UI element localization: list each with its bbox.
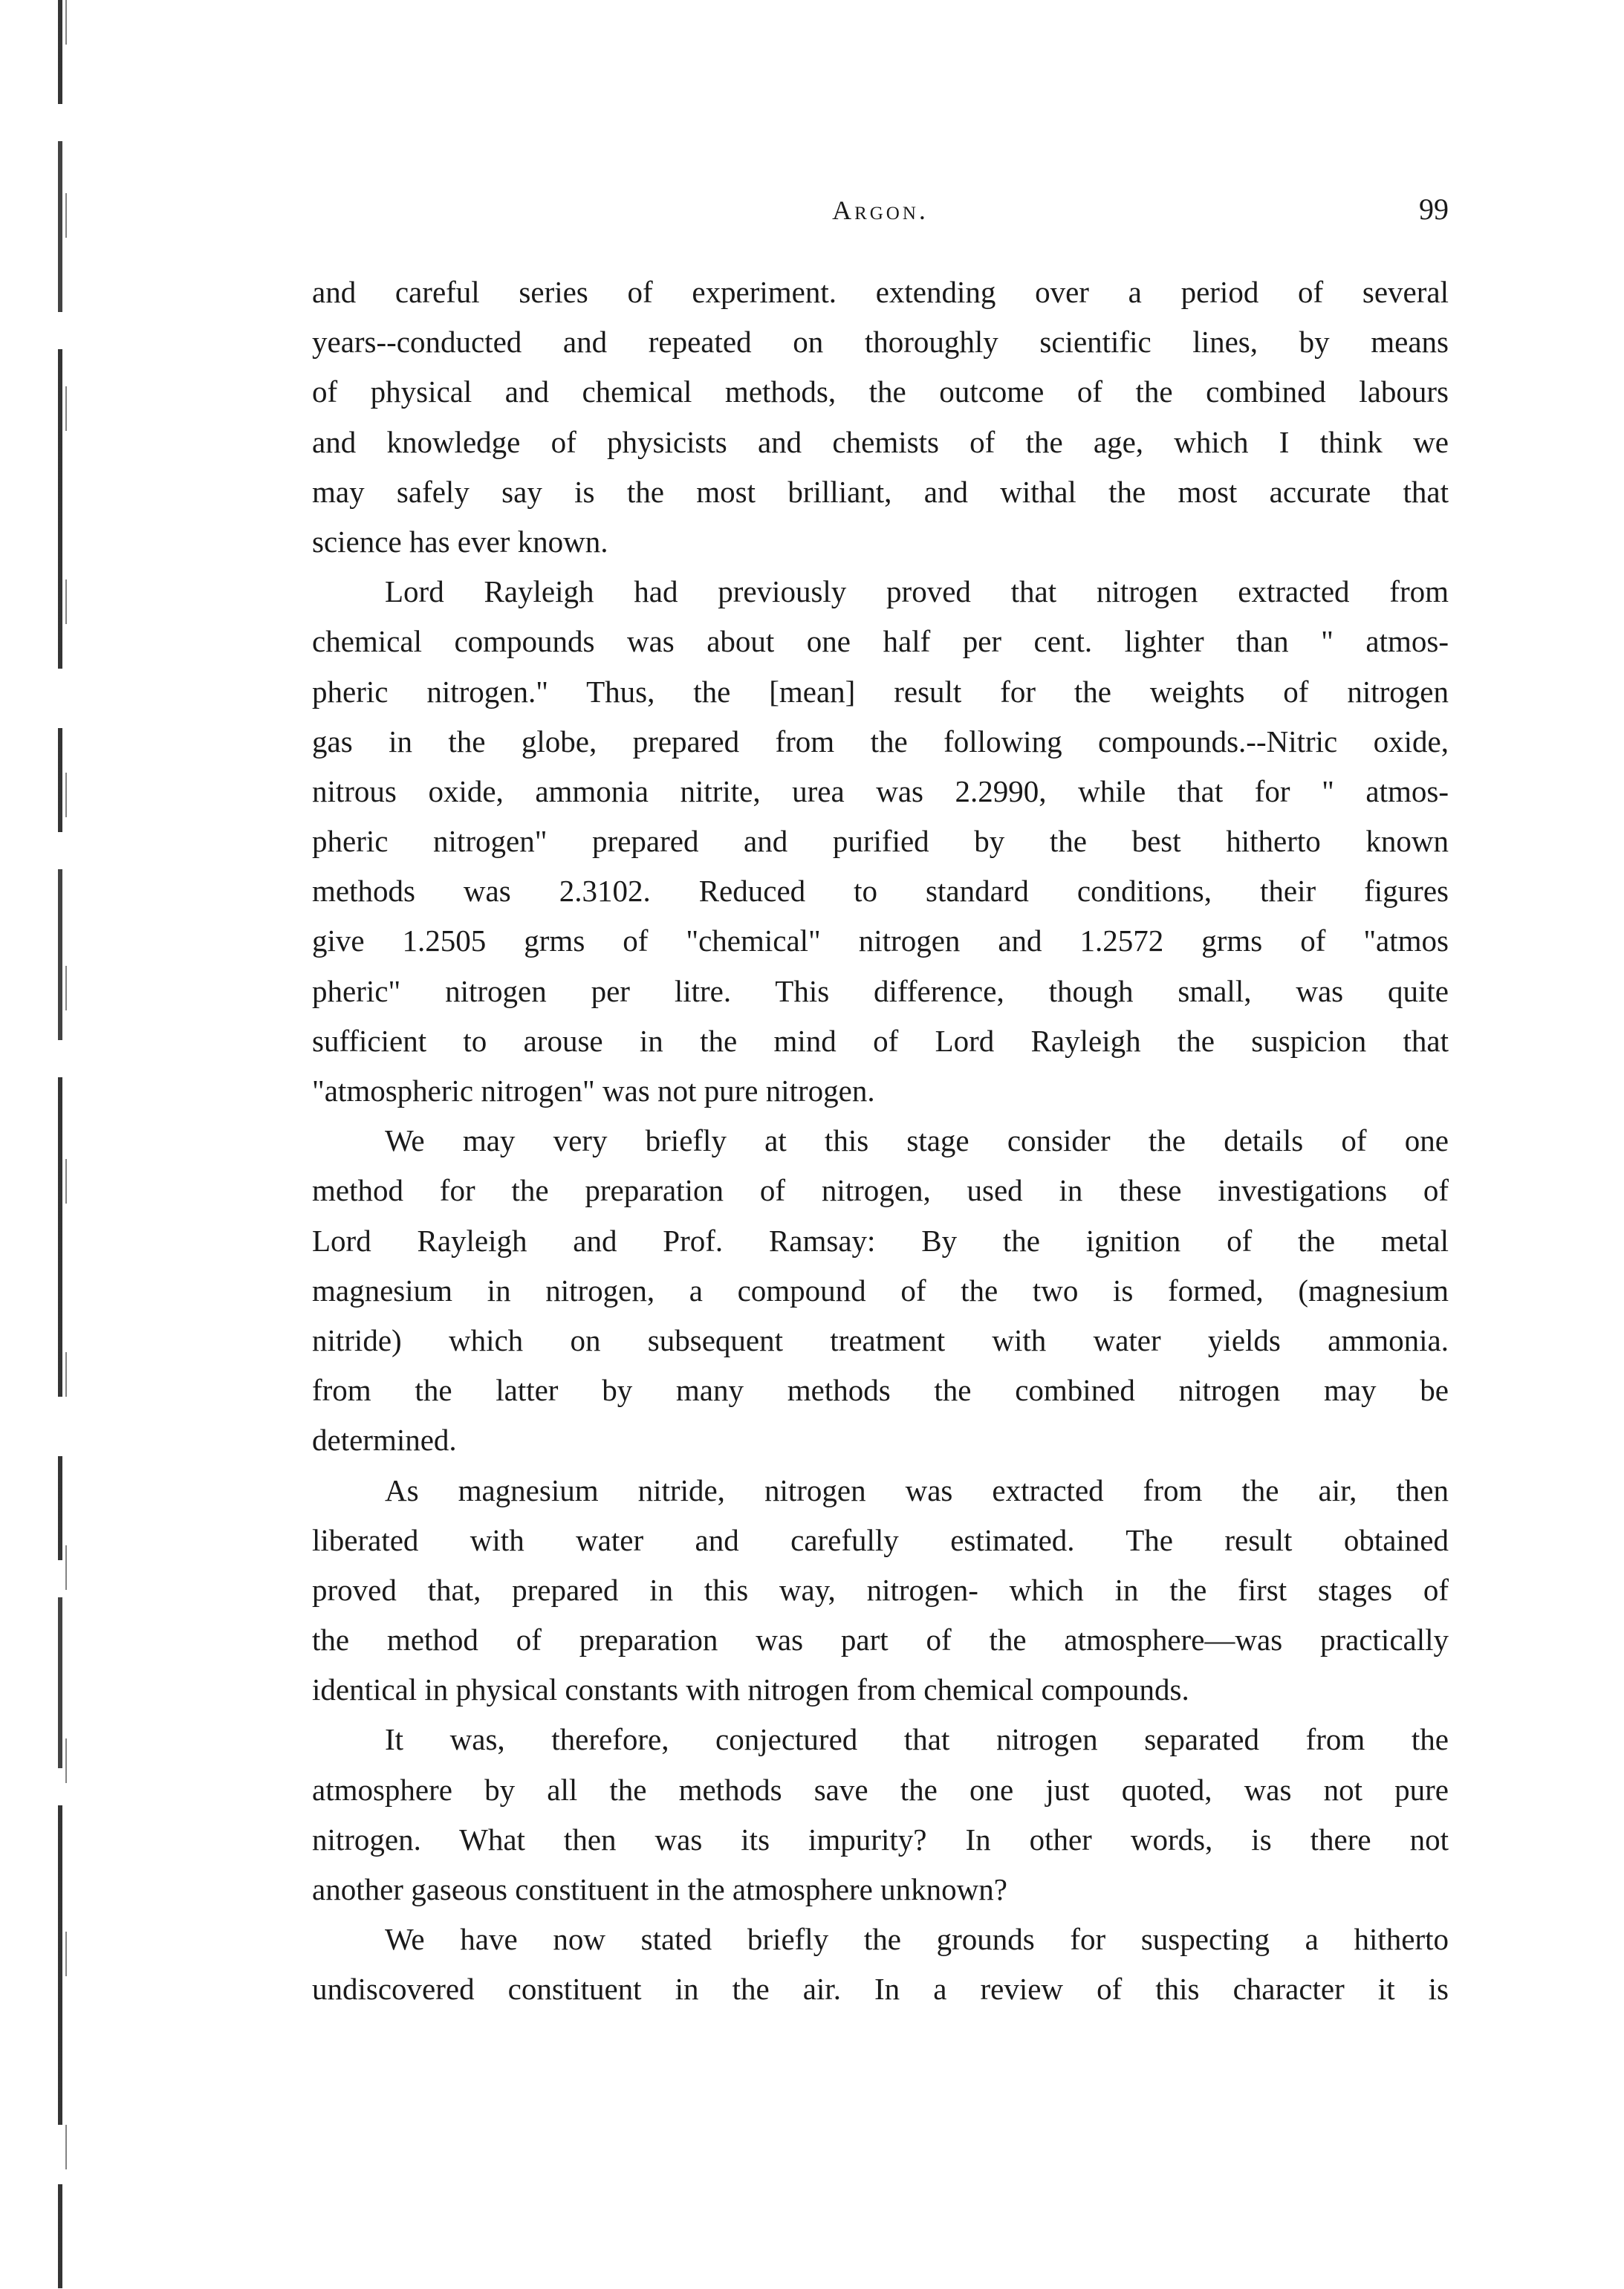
text-line: and knowledge of physicists and chemists of the age, which I think we <box>312 424 1449 459</box>
text-line: sufficient to arouse in the mind of Lord Rayleigh the suspicion that <box>312 1023 1449 1058</box>
text-line: pheric nitrogen." Thus, the [mean] result for the weights of nitrogen <box>312 674 1449 709</box>
text-line: methods was 2.3102. Reduced to standard conditions, their figures <box>312 874 1449 909</box>
text-line: proved that, prepared in this way, nitrogen- which in the first stages of <box>312 1572 1449 1607</box>
text-line: We may very briefly at this stage consider the details of one <box>385 1123 1449 1158</box>
text-line: nitride) which on subsequent treatment with water yields ammonia. <box>312 1322 1449 1357</box>
text-line: science has ever known. <box>312 524 608 559</box>
text-line: from the latter by many methods the combined nitrogen may be <box>312 1373 1449 1408</box>
text-line: chemical compounds was about one half per cent. lighter than " atmos- <box>312 624 1449 659</box>
text-line: nitrous oxide, ammonia nitrite, urea was 2.2990, while that for " atmos- <box>312 773 1449 808</box>
running-title: Argon. <box>832 195 929 225</box>
text-line: years--conducted and repeated on thoroughly scientific lines, by means <box>312 325 1449 360</box>
text-line: the method of preparation was part of the atmosphere—was practically <box>312 1623 1449 1658</box>
text-line: pheric" nitrogen per litre. This difference, though small, was quite <box>312 973 1449 1008</box>
text-line: gas in the globe, prepared from the following compounds.--Nitric oxide, <box>312 724 1449 759</box>
text-line: It was, therefore, conjectured that nitrogen separated from the <box>385 1722 1449 1757</box>
text-line: undiscovered constituent in the air. In a review of this character it is <box>312 1972 1449 2007</box>
text-line: Lord Rayleigh had previously proved that nitrogen extracted from <box>385 574 1449 609</box>
page-number: 99 <box>1419 192 1449 226</box>
text-line: We have now stated briefly the grounds for suspecting a hitherto <box>385 1922 1449 1957</box>
binding-edge-shadow <box>65 0 67 2289</box>
text-line: "atmospheric nitrogen" was not pure nitrogen. <box>312 1074 875 1108</box>
text-line: method for the preparation of nitrogen, used in these investigations of <box>312 1173 1449 1208</box>
text-line: liberated with water and carefully estimated. The result obtained <box>312 1522 1449 1557</box>
text-line: nitrogen. What then was its impurity? In other words, is there not <box>312 1822 1449 1857</box>
text-line: another gaseous constituent in the atmosphere unknown? <box>312 1872 1007 1906</box>
text-line: give 1.2505 grms of "chemical" nitrogen and 1.2572 grms of "atmos <box>312 923 1449 958</box>
text-line: pheric nitrogen" prepared and purified by the best hitherto known <box>312 824 1449 859</box>
text-line: of physical and chemical methods, the outcome of the combined labours <box>312 374 1449 409</box>
text-line: As magnesium nitride, nitrogen was extracted from the air, then <box>385 1473 1449 1507</box>
text-line: magnesium in nitrogen, a compound of the two is formed, (magnesium <box>312 1273 1449 1308</box>
binding-edge <box>58 0 62 2289</box>
text-line: determined. <box>312 1423 457 1458</box>
text-line: identical in physical constants with nitrogen from chemical compounds. <box>312 1672 1189 1707</box>
body-text <box>312 267 1449 2015</box>
text-line: atmosphere by all the methods save the one just quoted, was not pure <box>312 1772 1449 1807</box>
text-line: and careful series of experiment. extending over a period of several <box>312 275 1449 309</box>
page-header <box>312 192 1449 239</box>
text-line: Lord Rayleigh and Prof. Ramsay: By the ignition of the metal <box>312 1223 1449 1258</box>
text-line: may safely say is the most brilliant, and withal the most accurate that <box>312 474 1449 509</box>
